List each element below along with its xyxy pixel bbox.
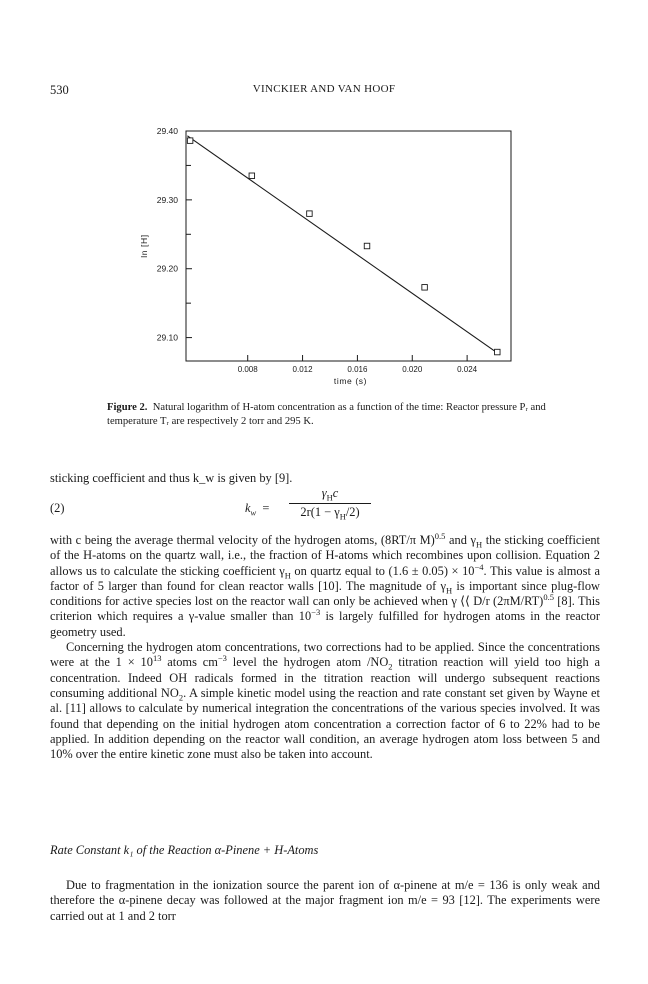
p2-d: titration reaction will yield too high a concentration. Indeed OH radicals formed in the titration reaction will undergo subsequent reactions consuming additional NO [50,655,600,700]
page-number: 530 [50,83,69,97]
x-axis-label: time (s) [333,376,368,386]
y-tick-label: 29.40 [156,126,178,136]
caption-text: Natural logarithm of H-atom concentration as a function of the time: Reactor pressure Pᵣ and temperature Tᵣ are respectively 2 torr and 295 K. [107,402,546,427]
p1-sup3: 0.5 [543,592,554,603]
x-tick-label: 0.012 [292,365,313,374]
p2-b: atoms cm [161,655,218,670]
eq-den-main: 2r(1 − γ [300,505,340,519]
p1-sub1: H [475,539,483,550]
paragraph-1 [50,530,601,640]
eq-den-sub: H [339,511,346,522]
p2-sub2: 2 [178,692,184,703]
p1-h: [8]. This criterion which requires a γ-value smaller than 10 [50,594,600,624]
p2-c: level the hydrogen atom /NO [226,655,389,670]
body-paragraphs [50,530,601,762]
p1-sup4: −3 [311,607,321,618]
eq-lhs-sub: w [250,507,257,518]
data-point [422,285,428,291]
p2-e: . A simple kinetic model using the reaction and rate constant set given by Wayne et al. [11] allows to calculate by numerical integration the concentrations of the various species involved. It was found that depending on the initial hydrogen atom concentration a correction factor of 6 to 22% had to be applied. In addition depending on the reactor wall condition, an average hydrogen atom loss between 5 and 10% over the entire kinetic zone must also be taken into account. [50,685,600,762]
p1-sub2: H [284,570,291,581]
eq-den-end: /2) [345,505,360,519]
data-point [249,173,255,179]
paragraph-2 [50,640,600,762]
fraction-bar [289,503,371,504]
intro-line: sticking coefficient and thus k_w is given by [9]. [50,471,293,485]
eq-num-gamma: γ [321,486,327,500]
equation-number: (2) [50,501,65,515]
running-head: VINCKIER AND VAN HOOF [252,83,396,95]
eq-num-c: c [332,486,339,500]
eq-lhs-k: k [245,501,251,515]
p1-e: . This value is almost a factor of 5 larger than found for clean reactor walls [10]. The magnitude of γ [50,563,600,593]
y-tick-label: 29.20 [156,263,178,274]
data-point [364,243,370,249]
p2-sup2: −3 [217,653,227,664]
section-heading: Rate Constant k₁ of the Reaction α-Pinene + H-Atoms [50,843,319,857]
x-tick-label: 0.008 [237,365,258,374]
y-tick-label: 29.10 [156,332,178,343]
p1-a: with c being the average thermal velocity of the hydrogen atoms, (8RT/π M) [50,533,435,547]
caption-label: Figure 2. [107,402,148,413]
p1-sup2: −4 [474,561,484,572]
equation-numerator [289,486,371,501]
x-tick-label: 0.016 [347,365,368,374]
p1-sub3: H [446,585,453,596]
p1-sup1: 0.5 [434,530,446,541]
eq-num-sub: H [326,492,333,503]
p2-a: Concerning the hydrogen atom concentrations, two corrections had to be applied. Since the concentrations were at the 1 × 10 [50,640,600,670]
data-point [495,349,501,355]
equation-lhs: $k_w$ = [245,501,270,518]
data-point [187,138,193,144]
figure-2-chart [0,0,648,400]
plot-frame [186,131,511,361]
fit-line [187,136,500,355]
p1-d: on quartz equal to (1.6 ± 0.05) × 10 [290,563,475,578]
p1-c: the sticking coefficient of the H-atoms on the quartz wall, i.e., the fraction of H-atoms which recombines upon collision. Equation 2 allows us to calculate the sticking coefficient γ [50,533,601,578]
p1-i: is largely fulfilled for hydrogen atoms in the reactor geometry used. [50,609,600,639]
p1-f: is important since plug-flow conditions for active species lost on the reactor wall can only be achieved when γ ⟨⟨ [50,578,600,609]
data-point [307,211,313,217]
y-tick-label: 29.30 [156,194,178,205]
x-tick-label: 0.020 [402,365,423,374]
p1-b: and γ [445,533,476,547]
figure-caption [107,401,547,428]
equation-denominator [289,505,371,520]
p1-g: D/r (2πM/RT) [473,594,544,609]
p2-sub1: 2 [388,661,393,672]
x-tick-label: 0.024 [457,365,478,374]
equation-fraction [289,486,371,520]
y-axis-label: ln [H] [139,234,149,258]
paragraph-3: Due to fragmentation in the ionization source the parent ion of α-pinene at m/e = 136 is only weak and therefore the α-pinene decay was followed at the major fragment ion m/e = 93 [12]. The experiments were carried out at 1 and 2 torr [50,878,600,923]
p2-sup1: 13 [152,653,162,664]
